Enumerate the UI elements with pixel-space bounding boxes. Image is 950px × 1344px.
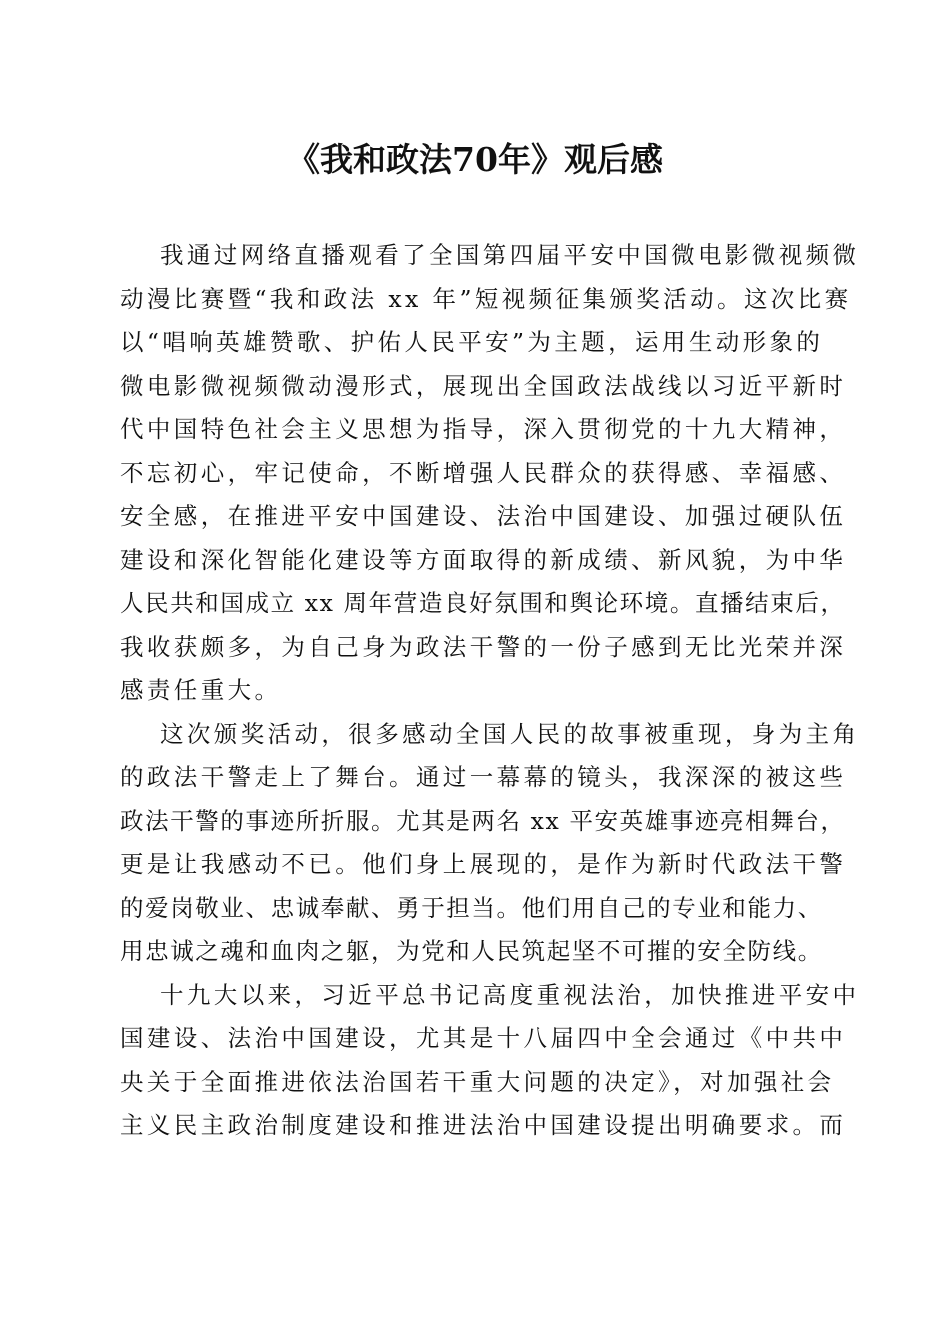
document-body [120, 234, 860, 1148]
text-line: 微电影微视频微动漫形式，展现出全国政法战线以习近平新时 [120, 371, 847, 400]
text-line: 用忠诚之魂和血肉之躯，为党和人民筑起坚不可摧的安全防线。 [120, 937, 823, 965]
text-line: 国建设、法治中国建设，尤其是十八届四中全会通过《中共中 [120, 1024, 847, 1052]
text-line: 更是让我感动不已。他们身上展现的，是作为新时代政法干警 [120, 850, 847, 878]
text-line: 政法干警的事迹所折服。尤其是两名 xx 平安英雄事迹亮相舞台， [120, 806, 846, 835]
text-line: 十九大以来，习近平总书记高度重视法治，加快推进平安中 [160, 980, 860, 1009]
paragraph-3 [120, 974, 860, 1148]
text-line: 以“唱响英雄赞歌、护佑人民平安”为主题，运用生动形象的 [120, 328, 824, 356]
text-line: 代中国特色社会主义思想为指导，深入贯彻党的十九大精神， [120, 415, 847, 443]
text-line: 我收获颇多，为自己身为政法干警的一份子感到无比光荣并深 [120, 632, 847, 661]
text-line: 央关于全面推进依法治国若干重大问题的决定》，对加强社会 [120, 1067, 835, 1096]
text-line: 不忘初心，牢记使命，不断增强人民群众的获得感、幸福感、 [120, 458, 847, 487]
text-line: 我通过网络直播观看了全国第四届平安中国微电影微视频微 [160, 241, 860, 269]
document-title: 《我和政法70年》观后感 [287, 140, 663, 179]
text-line: 的爱岗敬业、忠诚奉献、勇于担当。他们用自己的专业和能力、 [120, 893, 823, 922]
text-line: 安全感，在推进平安中国建设、法治中国建设、加强过硬队伍 [120, 502, 847, 530]
text-line: 主义民主政治制度建设和推进法治中国建设提出明确要求。而 [120, 1111, 847, 1139]
text-line: 人民共和国成立 xx 周年营造良好氛围和舆论环境。直播结束后， [120, 589, 846, 617]
paragraph-2 [120, 713, 860, 974]
paragraph-1 [120, 234, 860, 713]
text-line: 感责任重大。 [120, 676, 282, 704]
text-line: 的政法干警走上了舞台。通过一幕幕的镜头，我深深的被这些 [120, 763, 847, 791]
text-line: 动漫比赛暨“我和政法 xx 年”短视频征集颁奖活动。这次比赛 [120, 284, 852, 313]
text-line: 建设和深化智能化建设等方面取得的新成绩、新风貌，为中华 [120, 545, 847, 574]
text-line: 这次颁奖活动，很多感动全国人民的故事被重现，身为主角 [160, 719, 860, 748]
